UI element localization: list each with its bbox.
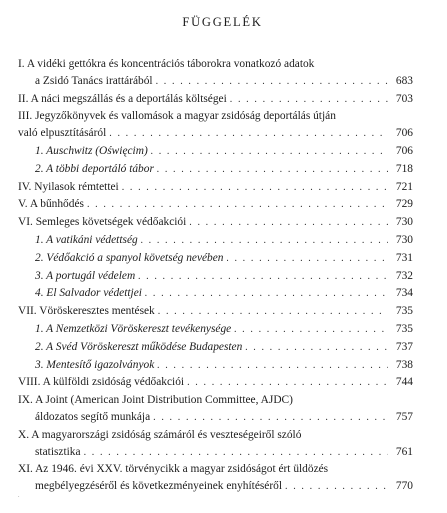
toc-subentry-vii-1[interactable]: [18, 321, 413, 339]
leader-dots: [84, 445, 388, 462]
page-number: 730: [395, 216, 413, 229]
toc-entry-label: a Zsidó Tanács irattárából: [35, 74, 153, 87]
print-speck: .: [18, 493, 20, 499]
leader-dots: [157, 162, 388, 179]
toc-entry-ii[interactable]: [18, 91, 413, 109]
toc-entry-label: VII. Vöröskeresztes mentések: [18, 305, 155, 318]
toc-entry-vii[interactable]: [18, 303, 413, 321]
page-number: 718: [395, 162, 413, 175]
leader-dots: [145, 286, 388, 303]
leader-dots: [122, 180, 388, 197]
leader-dots: [230, 92, 388, 109]
toc-entry-label: 3. A portugál védelem: [35, 269, 136, 282]
toc-entry-x-line1: X. A magyarországi zsidóság számáról és veszteségeiről szóló: [18, 428, 302, 441]
toc-entry-label: 1. A vatikáni védettség: [35, 233, 138, 246]
toc-entry-label: II. A náci megszállás és a deportálás költségei: [18, 92, 227, 105]
toc-entry-label: statisztika: [35, 445, 81, 458]
leader-dots: [245, 340, 388, 357]
page-number: 734: [395, 287, 413, 300]
toc-entry-vi[interactable]: [18, 214, 413, 232]
page-number: 731: [395, 251, 413, 264]
leader-dots: [153, 410, 388, 427]
toc-entry-xi[interactable]: [18, 478, 413, 496]
toc-entry-ix-line1: IX. A Joint (American Joint Distribution Committee, AJDC): [18, 394, 293, 407]
leader-dots: [157, 358, 388, 375]
toc-entry-label: való elpusztításáról: [18, 127, 107, 140]
toc-entry-iv[interactable]: [18, 179, 413, 197]
toc-subentry-vii-2[interactable]: [18, 339, 413, 357]
page-number: 683: [395, 74, 413, 87]
page-number: 757: [395, 410, 413, 423]
toc-subentry-iii-2[interactable]: [18, 161, 413, 179]
toc-entry-v[interactable]: [18, 196, 413, 214]
page-number: 735: [395, 322, 413, 335]
toc-entry-iii[interactable]: [18, 125, 413, 143]
page-number: 703: [395, 92, 413, 105]
toc-entry-label: 2. A többi deportáló tábor: [35, 162, 154, 175]
toc-entry-i-line1: I. A vidéki gettókra és koncentrációs táborokra vonatkozó adatok: [18, 58, 315, 70]
leader-dots: [158, 304, 388, 321]
leader-dots: [156, 74, 388, 91]
leader-dots: [87, 197, 388, 214]
toc-entry-iii-line1: III. Jegyzőkönyvek és vallomások a magyar zsidóság deportálás útján: [18, 110, 336, 123]
leader-dots: [285, 479, 388, 496]
toc-entry-label: VI. Semleges követségek védőakciói: [18, 216, 187, 229]
toc-subentry-vii-3[interactable]: [18, 357, 413, 375]
toc-entry-viii[interactable]: [18, 374, 413, 392]
page-number: 706: [395, 127, 413, 140]
table-of-contents: [18, 56, 413, 496]
toc-entry-label: VIII. A külföldi zsidóság védőakciói: [18, 376, 185, 389]
page-number: 729: [395, 198, 413, 211]
toc-subentry-vi-2[interactable]: [18, 250, 413, 268]
toc-entry-label: V. A bűnhődés: [18, 198, 84, 211]
page-number: 738: [395, 358, 413, 371]
toc-entry-x[interactable]: [18, 444, 413, 462]
toc-entry-label: áldozatos segítő munkája: [35, 410, 151, 423]
leader-dots: [234, 322, 388, 339]
toc-subentry-vi-3[interactable]: [18, 268, 413, 286]
page-number: 706: [395, 144, 413, 157]
toc-entry-label: 1. A Nemzetközi Vöröskereszt tevékenysége: [35, 322, 232, 335]
toc-entry-label: 4. El Salvador védettjei: [35, 287, 142, 300]
toc-subentry-vi-1[interactable]: [18, 232, 413, 250]
page-number: 732: [395, 269, 413, 282]
leader-dots: [189, 215, 388, 232]
toc-entry-ix[interactable]: [18, 409, 413, 427]
page-title: FÜGGELÉK: [182, 15, 263, 29]
leader-dots: [187, 375, 388, 392]
leader-dots: [227, 251, 388, 268]
page-number: 721: [395, 180, 413, 193]
leader-dots: [141, 233, 388, 250]
page-number: 735: [395, 305, 413, 318]
page-number: 737: [395, 340, 413, 353]
leader-dots: [151, 144, 388, 161]
toc-entry-label: IV. Nyilasok rémtettei: [18, 180, 119, 193]
toc-entry-xi-line1: XI. Az 1946. évi XXV. törvénycikk a magyar zsidóságot ért üldözés: [18, 463, 329, 476]
toc-entry-label: 3. Mentesítő igazolványok: [35, 358, 155, 371]
toc-entry-i[interactable]: [18, 73, 413, 91]
toc-entry-label: 1. Auschwitz (Oświęcim): [35, 144, 148, 157]
toc-entry-label: megbélyegzéséről és következményeinek enyhítéséről: [35, 480, 283, 493]
leader-dots: [109, 126, 388, 143]
page-number: 770: [395, 480, 413, 493]
toc-entry-label: 2. A Svéd Vöröskereszt működése Budapesten: [35, 340, 243, 353]
toc-entry-label: 2. Védőakció a spanyol követség nevében: [35, 251, 224, 264]
page-number: 744: [395, 376, 413, 389]
toc-subentry-iii-1[interactable]: [18, 143, 413, 161]
leader-dots: [138, 269, 388, 286]
page-number: 761: [395, 445, 413, 458]
page-number: 730: [395, 233, 413, 246]
toc-subentry-vi-4[interactable]: [18, 285, 413, 303]
